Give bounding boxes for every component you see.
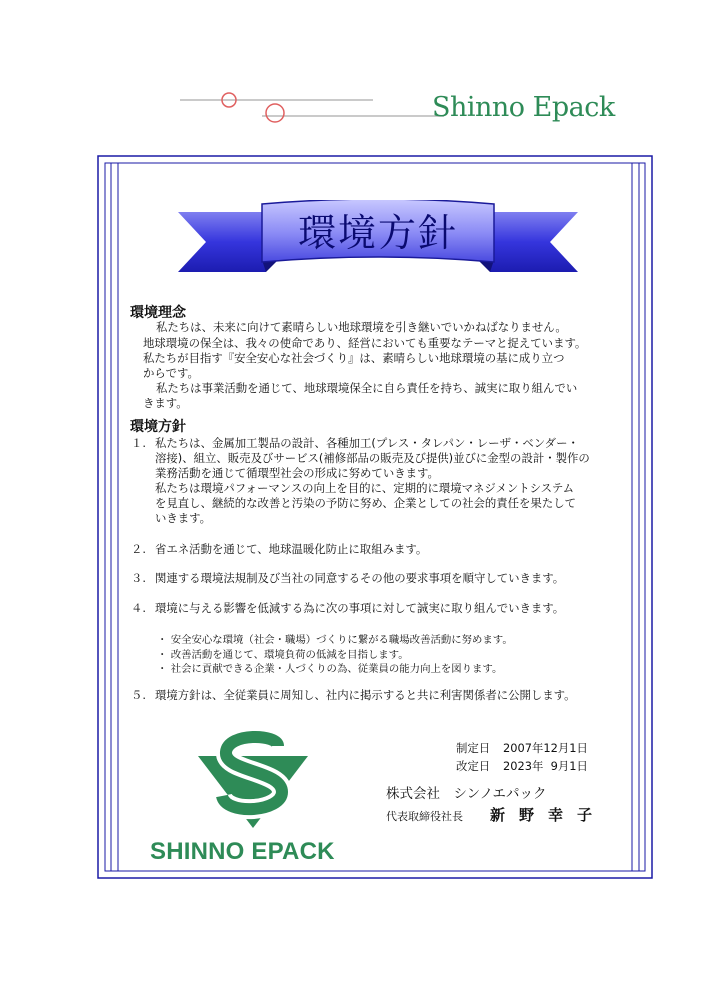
philosophy-line: 私たちは事業活動を通じて、地球環境保全に自ら責任を持ち、誠実に取り組んでい [156,381,578,395]
policy-item-number: ５. [131,688,147,702]
policy-item1-line: 私たちは環境パフォーマンスの向上を目的に、定期的に環境マネジメントシステム [155,481,575,495]
logo-text: SHINNO EPACK [150,838,335,865]
company-logo [196,730,310,830]
company-name-header: Shinno Epack [432,92,615,123]
policy-bullet: ・ 安全安心な環境（社会・職場）づくりに繋がる職場改善活動に努めます。 [157,634,513,646]
policy-item4-text: 環境に与える影響を低減する為に次の事項に対して誠実に取り組んでいきます。 [155,601,565,615]
signature-name: 新野幸子 [490,806,607,824]
established-date: 2007年12月1日 [503,741,588,755]
philosophy-line: からです。 [143,366,199,380]
policy-item1-line: 溶接)、組立、販売及びサービス(補修部品の販売及び提供)並びに金型の設計・製作の [155,451,590,465]
page-title: 環境方針 [297,211,458,255]
policy-item-number: ２. [131,542,147,556]
signature-company: 株式会社 シンノエパック [386,786,547,802]
policy-item1-line: を見直し、継続的な改善と汚染の予防に努め、企業としての社会的責任を果たして [155,496,576,510]
philosophy-line: 私たちは、未来に向けて素晴らしい地球環境を引き継いでいかねばなりません。 [156,320,567,334]
philosophy-heading: 環境理念 [130,305,186,321]
policy-item2-text: 省エネ活動を通じて、地球温暖化防止に取組みます。 [155,542,428,556]
revised-label: 改定日 [456,759,491,773]
policy-item1-line: 業務活動を通じて循環型社会の形成に努めていきます。 [155,466,439,480]
policy-item1-line: いきます。 [155,511,212,525]
policy-item-number: ３. [131,571,147,585]
philosophy-line: 私たちが目指す『安全安心な社会づくり』は、素晴らしい地球環境の基に成り立つ [143,351,565,365]
philosophy-line: きます。 [143,396,188,410]
policy-item1-line: 私たちは、金属加工製品の設計、各種加工(プレス・タレパン・レーザ・ベンダー・ [155,436,579,450]
policy-bullet: ・ 改善活動を通じて、環境負荷の低減を目指します。 [157,649,409,661]
policy-item-number: １. [131,436,147,450]
policy-item5-text: 環境方針は、全従業員に周知し、社内に掲示すると共に利害関係者に公開します。 [155,688,576,702]
policy-item3-text: 関連する環境法規制及び当社の同意するその他の要求事項を順守していきます。 [155,571,565,585]
policy-bullet: ・ 社会に貢献できる企業・人づくりの為、従業員の能力向上を図ります。 [157,663,503,675]
decor-circle [266,104,284,122]
policy-item-number: ４. [131,601,147,615]
philosophy-line: 地球環境の保全は、我々の使命であり、経営においても重要なテーマと捉えています。 [143,336,587,350]
revised-date: 2023年 9月1日 [503,759,588,773]
policy-heading: 環境方針 [130,419,186,435]
signature-title: 代表取締役社長 [386,810,463,823]
established-label: 制定日 [456,741,491,755]
